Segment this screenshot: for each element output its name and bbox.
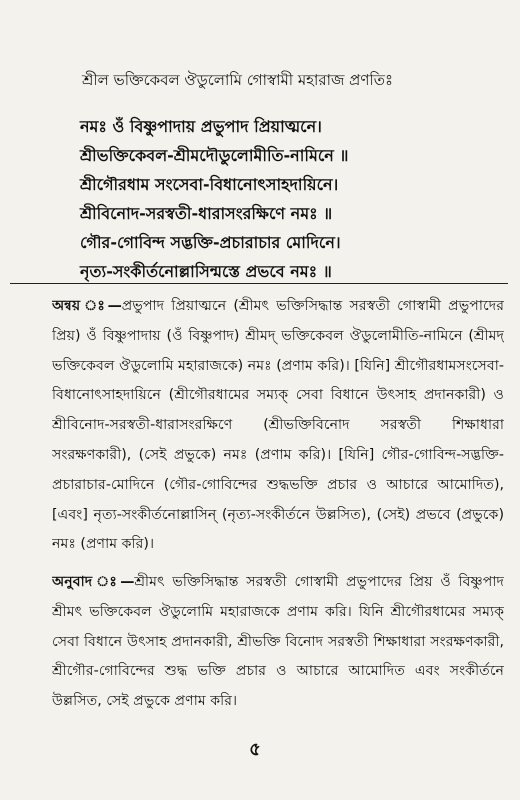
verse-block [80,112,500,286]
verse-line: নমঃ ওঁ বিষ্ণুপাদায় প্রভুপাদ প্রিয়াত্মনে। [80,117,322,136]
section-divider [10,283,508,284]
verse-line: নৃত্য-সংকীর্তনোল্লাসিন্মস্তে প্রভবে নমঃ ॥ [80,262,332,281]
verse-line: শ্রীবিনোদ-সরস্বতী-ধারাসংরক্ষিণে নমঃ ॥ [80,204,333,223]
translation-paragraph [52,568,504,717]
anvaya-text: প্রভুপাদ প্রিয়াত্মনে (শ্রীমৎ ভক্তিসিদ্ধান্ত সরস্বতী গোস্বামী প্রভুপাদের প্রিয়) ওঁ বিষ্ণুপাদায় (ওঁ বিষ্ণুপাদ) শ্রীমদ্ ভক্তিকেবল ঔডুলোমীতি-নামিনে (শ্রীমদ্ ভক্তিকেবল ঔডুলোমি মহারাজকে) নমঃ (প্রণাম করি)। [যিনি] শ্রীগৌরধামসংসেবা-বিধানোৎসাহদায়িনে (শ্রীগৌরধামের সম্যক্ সেবা বিধানে উৎসাহ প্রদানকারী) ও শ্রীবিনোদ-সরস্বতী-ধারাসংরক্ষিণে (শ্রীভক্তিবিনোদ সরস্বতী শিক্ষাধারা সংরক্ষণকারী), (সেই প্রভুকে) নমঃ (প্রণাম করি)। [যিনি] গৌর-গোবিন্দ-সদ্ভক্তি-প্রচারাচার-মোদিনে (গৌর-গোবিন্দের শুদ্ধভক্তি প্রচার ও আচারে আমোদিত), [এবং] নৃত্য-সংকীর্তনোল্লাসিন্ (নৃত্য-সংকীর্তনে উল্লসিত), (সেই) প্রভবে (প্রভুকে) নমঃ (প্রণাম করি)। [52,298,504,553]
translation-text: শ্রীমৎ ভক্তিসিদ্ধান্ত সরস্বতী গোস্বামী প্রভুপাদের প্রিয় ওঁ বিষ্ণুপাদ শ্রীমৎ ভক্তিকেবল ঔডুলোমি মহারাজকে প্রণাম করি। যিনি শ্রীগৌরধামের সম্যক্ সেবা বিধানে উৎসাহ প্রদানকারী, শ্রীভক্তি বিনোদ সরস্বতী শিক্ষাধারা সংরক্ষণকারী, শ্রীগৌর-গোবিন্দের শুদ্ধ ভক্তি প্রচার ও আচারে আমোদিত এবং সংকীর্তনে উল্লসিত, সেই প্রভুকে প্রণাম করি। [52,574,504,710]
anvaya-label: অন্বয় ঃ— [52,298,122,314]
verse-line: শ্রীগৌরধাম সংসেবা-বিধানোৎসাহদায়িনে। [80,175,339,194]
anvaya-paragraph [52,292,504,560]
prayer-heading: শ্রীল ভক্তিকেবল ঔডুলোমি গোস্বামী মহারাজ প্রণতিঃ [82,71,393,89]
verse-line: শ্রীভক্তিকেবল-শ্রীমদৌডুলোমীতি-নামিনে ॥ [80,146,349,165]
translation-label: অনুবাদ ঃ— [52,574,135,590]
verse-line: গৌর-গোবিন্দ সদ্ভক্তি-প্রচারাচার মোদিনে। [80,233,341,252]
page-number: ৫ [249,739,261,760]
